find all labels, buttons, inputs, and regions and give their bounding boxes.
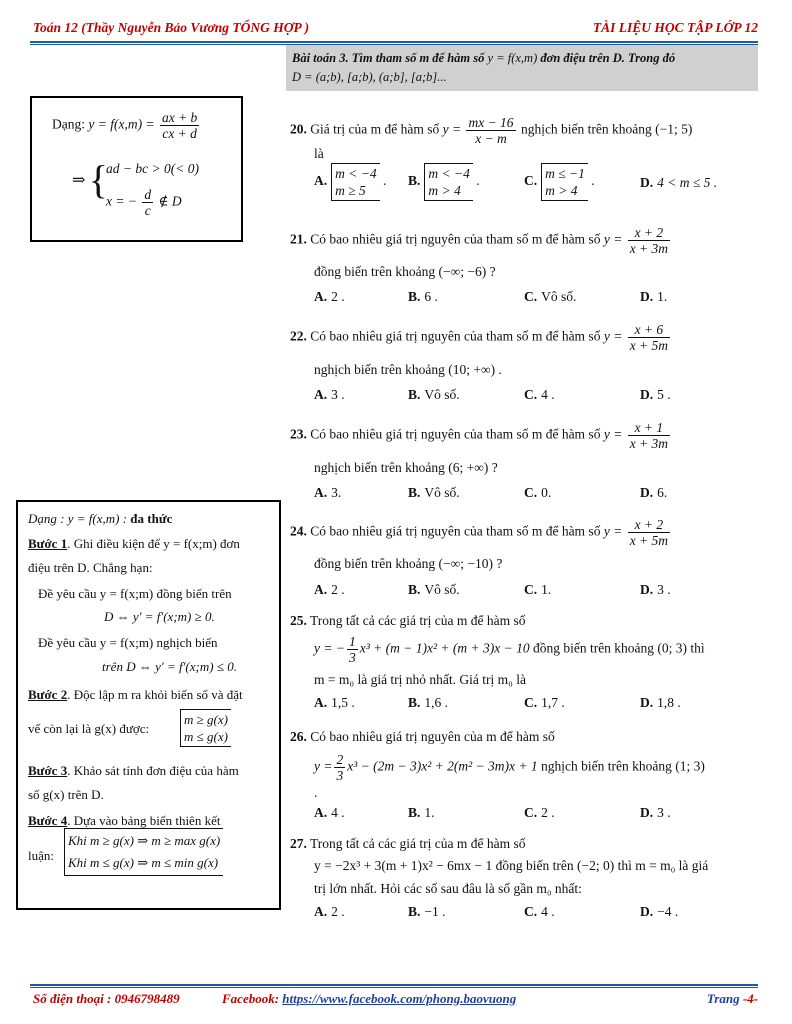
q24-y: y = [603, 523, 623, 539]
q25-option-a[interactable]: A. 1,5 . [314, 695, 355, 710]
system-brace: { [88, 157, 108, 202]
step1-text: . Ghi điều kiện để y = f(x;m) đơn [67, 536, 240, 551]
q25-formula-lhs: y = − [314, 640, 345, 656]
q20-text3: là [314, 146, 324, 161]
q21-text: Có bao nhiêu giá trị nguyên của tham số m để hàm số [310, 231, 601, 247]
q25-formula-line [314, 634, 705, 665]
banner-tail: đơn điệu trên D. Trong đó [540, 51, 676, 65]
q26-text2: nghịch biến trên khoảng (1; 3) [541, 758, 705, 774]
q26-option-c[interactable]: C. 2 . [524, 805, 555, 820]
question-25 [290, 613, 525, 629]
q21-option-c[interactable]: C. Vô số. [524, 289, 577, 304]
footer-page-label: Trang [706, 991, 740, 1006]
q23-option-a[interactable]: A. 3. [314, 485, 342, 500]
q21-option-d[interactable]: D. 1. [640, 289, 668, 304]
step4-label: Bước 4 [28, 813, 68, 828]
q22-option-d[interactable]: D. 5 . [640, 387, 671, 402]
footer-rule [30, 984, 758, 986]
q22-option-b[interactable]: B. Vô số. [408, 387, 460, 402]
q21-number: 21. [290, 231, 307, 247]
q26-formula-lhs: y = [314, 758, 333, 774]
q20-option-a[interactable]: A. m < −4 m ≥ 5 . [314, 163, 386, 201]
q26-number: 26. [290, 729, 307, 744]
q20-option-b[interactable]: B. m < −4 m > 4 . [408, 163, 480, 201]
q25-option-c[interactable]: C. 1,7 . [524, 695, 565, 710]
rational-form-box [30, 96, 243, 242]
footer-facebook [222, 991, 516, 1007]
q24-fraction: $\frac{x + 2}{x + 5m}$ [629, 517, 669, 548]
q23-y: y = [603, 426, 623, 442]
step2-label: Bước 2 [28, 687, 68, 702]
q25-number: 25. [290, 613, 307, 628]
q24-number: 24. [290, 523, 307, 539]
box1-cond1: ad − bc > 0(< 0) [106, 161, 199, 176]
footer-fb-link[interactable]: https://www.facebook.com/phong.baovuong [282, 991, 517, 1006]
q22-option-a[interactable]: A. 3 . [314, 387, 345, 402]
q22-number: 22. [290, 328, 307, 344]
box1-cond2-lhs: x = − [106, 193, 137, 209]
implies-symbol: ⇒ [72, 172, 86, 189]
q24-option-b[interactable]: B. Vô số. [408, 582, 460, 597]
q25-coef: $\frac{1}{3}$ [348, 634, 356, 665]
step3-text: . Khảo sát tính đơn điệu của hàm [67, 763, 239, 778]
q21-option-b[interactable]: B. 6 . [408, 289, 438, 304]
q25-option-d[interactable]: D. 1,8 . [640, 695, 681, 710]
req1-text: Đề yêu cầu y = f(x;m) đồng biến trên [38, 586, 232, 601]
q27-option-b[interactable]: B. −1 . [408, 904, 446, 919]
box1-label: Dạng: [52, 116, 85, 132]
q23-number: 23. [290, 426, 307, 442]
footer-rule-thin [30, 987, 758, 988]
question-20 [290, 115, 692, 146]
req2-formula: trên D ⇔ y′ = f′(x;m) ≤ 0. [102, 659, 237, 674]
box1-fraction: $\frac{ax + b}{cx + d}$ [161, 110, 198, 141]
q20-text: Giá trị của m để hàm số [310, 121, 440, 137]
box2-title-bold: đa thức [130, 511, 173, 526]
header-left: Toán 12 (Thầy Nguyễn Bảo Vương TỔNG HỢP ) [33, 20, 310, 35]
question-21 [290, 225, 672, 256]
question-24 [290, 517, 672, 548]
banner-domain: D = (a;b), [a;b), (a;b], [a;b]... [292, 70, 447, 84]
step2-text2: vế còn lại là g(x) được: [28, 721, 150, 736]
q20-option-d[interactable]: D. 4 < m ≤ 5 . [640, 175, 718, 190]
q22-text: Có bao nhiêu giá trị nguyên của tham số m để hàm số [310, 328, 601, 344]
banner-title: Bài toán 3. Tìm tham số m để hàm số [292, 51, 485, 65]
q23-option-b[interactable]: B. Vô số. [408, 485, 460, 500]
q25-text: Trong tất cả các giá trị của m để hàm số [310, 613, 526, 628]
banner-formula: y = f(x,m) [487, 51, 538, 65]
step4-text2: luận: [28, 848, 54, 863]
q26-option-a[interactable]: A. 4 . [314, 805, 345, 820]
question-22 [290, 322, 672, 353]
footer-fb-label: Facebook: [222, 991, 280, 1006]
q23-option-d[interactable]: D. 6. [640, 485, 668, 500]
q27-option-d[interactable]: D. −4 . [640, 904, 679, 919]
q26-text3: . [314, 785, 318, 800]
q20-fraction: $\frac{mx - 16}{x - m}$ [468, 115, 514, 146]
q22-fraction: $\frac{x + 6}{x + 5m}$ [629, 322, 669, 353]
q25-text3: m = m₀ là giá trị nhỏ nhất. Giá trị m₀ là [314, 672, 526, 687]
q20-number: 20. [290, 121, 307, 137]
q21-y: y = [603, 231, 623, 247]
footer-page-number: -4- [742, 991, 758, 1006]
q26-option-b[interactable]: B. 1. [408, 805, 435, 820]
q24-text: Có bao nhiêu giá trị nguyên của tham số m để hàm số [310, 523, 601, 539]
q25-text2: đồng biến trên khoảng (0; 3) thì [532, 640, 705, 656]
box2-title: Dạng : y = f(x,m) : [28, 511, 128, 526]
q23-option-c[interactable]: C. 0. [524, 485, 552, 500]
q25-formula-rest: x³ + (m − 1)x² + (m + 3)x − 10 [359, 640, 530, 656]
q20-option-c[interactable]: C. m ≤ −1 m > 4 . [524, 163, 595, 201]
q21-fraction: $\frac{x + 2}{x + 3m}$ [629, 225, 669, 256]
box1-cond2-rhs: ∉ D [158, 193, 182, 209]
q23-text2: nghịch biến trên khoảng (6; +∞) ? [314, 460, 498, 475]
q21-text2: đồng biến trên khoảng (−∞; −6) ? [314, 264, 496, 279]
q22-option-c[interactable]: C. 4 . [524, 387, 555, 402]
q20-text2: nghịch biến trên khoảng (−1; 5) [520, 121, 693, 137]
q24-option-d[interactable]: D. 3 . [640, 582, 671, 597]
q27-number: 27. [290, 836, 307, 851]
q26-coef: $\frac{2}{3}$ [336, 752, 344, 783]
q21-option-a[interactable]: A. 2 . [314, 289, 345, 304]
q24-option-a[interactable]: A. 2 . [314, 582, 345, 597]
box1-cond2-fraction: $\frac{d}{c}$ [144, 187, 152, 218]
step3-label: Bước 3 [28, 763, 68, 778]
q22-text2: nghịch biến trên khoảng (10; +∞) . [314, 362, 502, 377]
q25-option-b[interactable]: B. 1,6 . [408, 695, 449, 710]
step1-text2: điệu trên D. Chẳng hạn: [28, 560, 153, 575]
step2-cases: m ≥ g(x) m ≤ g(x) [180, 709, 231, 747]
question-26 [290, 729, 555, 745]
q26-text: Có bao nhiêu giá trị nguyên của m để hàm số [310, 729, 555, 744]
q24-text2: đồng biến trên khoảng (−∞; −10) ? [314, 556, 503, 571]
q26-option-d[interactable]: D. 3 . [640, 805, 671, 820]
step4-text: . Dựa vào bảng biến thiên kết [67, 813, 221, 828]
footer-phone: Số điện thoại : 0946798489 [33, 991, 180, 1006]
q22-y: y = [603, 328, 623, 344]
q23-fraction: $\frac{x + 1}{x + 3m}$ [629, 420, 669, 451]
problem-banner [286, 45, 758, 91]
q26-formula-rest: x³ − (2m − 3)x² + 2(m² − 3m)x + 1 [347, 758, 538, 774]
q27-text: Trong tất cả các giá trị của m để hàm số [310, 836, 526, 851]
header-rule [30, 41, 758, 43]
step3-text2: số g(x) trên D. [28, 787, 104, 802]
req1-formula: D ⇔ y′ = f′(x;m) ≥ 0. [104, 609, 215, 624]
q27-text3: trị lớn nhất. Hỏi các số sau đâu là số gần m₀ nhất: [314, 881, 582, 896]
q23-text: Có bao nhiêu giá trị nguyên của tham số m để hàm số [310, 426, 601, 442]
footer-page [707, 991, 758, 1007]
step2-text: . Độc lập m ra khỏi biến số và đặt [67, 687, 243, 702]
box1-lhs: y = f(x,m) = [88, 116, 155, 132]
q27-option-c[interactable]: C. 4 . [524, 904, 555, 919]
header-right: TÀI LIỆU HỌC TẬP LỚP 12 [592, 20, 758, 35]
req2-text: Đề yêu cầu y = f(x;m) nghịch biến [38, 635, 218, 650]
q27-option-a[interactable]: A. 2 . [314, 904, 345, 919]
polynomial-method-box [16, 500, 281, 910]
step1-label: Bước 1 [28, 536, 68, 551]
q26-formula-line [314, 752, 705, 783]
question-23 [290, 420, 672, 451]
q20-y: y = [442, 121, 462, 137]
q27-text2: y = −2x³ + 3(m + 1)x² − 6mx − 1 đồng biến trên (−2; 0) thì m = m₀ là giá [314, 858, 709, 873]
step4-cases: Khi m ≥ g(x) ⇒ m ≥ max g(x) Khi m ≤ g(x) ⇒ m ≤ min g(x) [64, 828, 223, 876]
q24-option-c[interactable]: C. 1. [524, 582, 552, 597]
question-27 [290, 836, 525, 852]
